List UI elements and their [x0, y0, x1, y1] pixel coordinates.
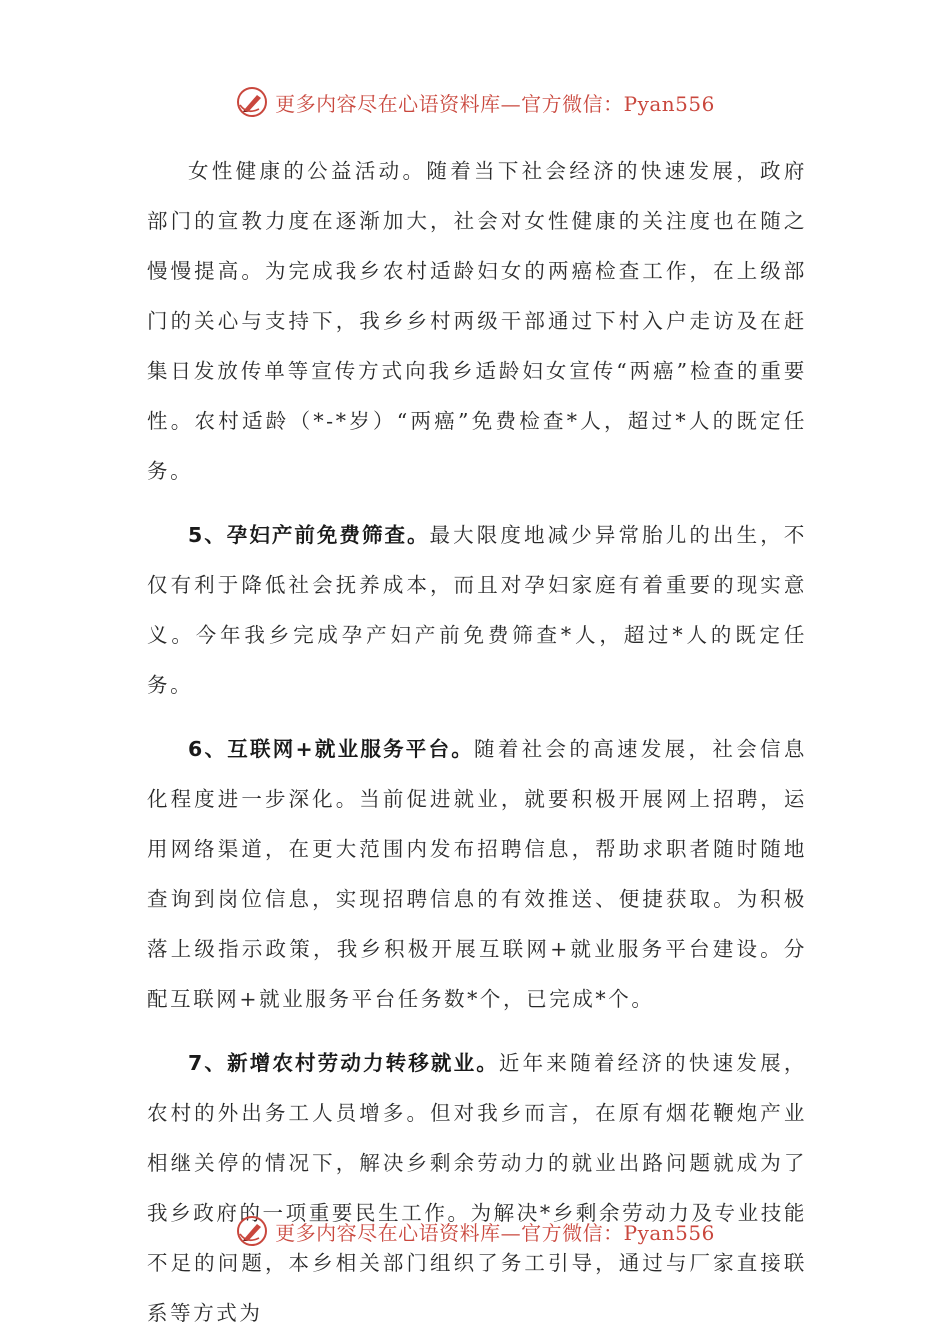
header-banner: [0, 82, 950, 122]
document-body: [147, 146, 807, 1338]
section-heading: 5、孕妇产前免费筛查。: [188, 523, 430, 547]
paragraph-labor-transfer: [147, 1038, 807, 1338]
paragraph-prenatal-screening: [147, 510, 807, 710]
banner-text: 更多内容尽在心语资料库—官方微信：Pyan556: [275, 1220, 715, 1245]
paragraph-body: 近年来随着经济的快速发展，农村的外出务工人员增多。但对我乡而言，在原有烟花鞭炮产业相继关停的情况下，解决乡剩余劳动力的就业出路问题就成为了我乡政府的一项重要民生工作。为解决*乡剩余劳动力及专业技能不足的问题，本乡相关部门组织了务工引导，通过与厂家直接联系等方式为: [147, 1051, 807, 1325]
paragraph-body: 随着社会的高速发展，社会信息化程度进一步深化。当前促进就业，就要积极开展网上招聘，运用网络渠道，在更大范围内发布招聘信息，帮助求职者随时随地查询到岗位信息，实现招聘信息的有效推送、便捷获取。为积极落上级指示政策，我乡积极开展互联网+就业服务平台建设。分配互联网+就业服务平台任务数*个，已完成*个。: [147, 737, 807, 1011]
paragraph-body: 最大限度地减少异常胎儿的出生，不仅有利于降低社会抚养成本，而且对孕妇家庭有着重要的现实意义。今年我乡完成孕产妇产前免费筛查*人，超过*人的既定任务。: [147, 523, 807, 697]
section-heading: 6、互联网+就业服务平台。: [188, 737, 475, 761]
pen-logo-icon: [235, 1214, 269, 1248]
paragraph-employment-platform: [147, 724, 807, 1024]
banner-text: 更多内容尽在心语资料库—官方微信：Pyan556: [275, 91, 715, 116]
footer-banner: [0, 1211, 950, 1251]
paragraph-continued: [147, 146, 807, 496]
section-heading: 7、新增农村劳动力转移就业。: [188, 1051, 499, 1075]
paragraph-body: 女性健康的公益活动。随着当下社会经济的快速发展，政府部门的宣教力度在逐渐加大，社会对女性健康的关注度也在随之慢慢提高。为完成我乡农村适龄妇女的两癌检查工作，在上级部门的关心与支持下，我乡乡村两级干部通过下村入户走访及在赶集日发放传单等宣传方式向我乡适龄妇女宣传“两癌”检查的重要性。农村适龄（*-*岁）“两癌”免费检查*人，超过*人的既定任务。: [147, 159, 807, 483]
pen-logo-icon: [235, 85, 269, 119]
